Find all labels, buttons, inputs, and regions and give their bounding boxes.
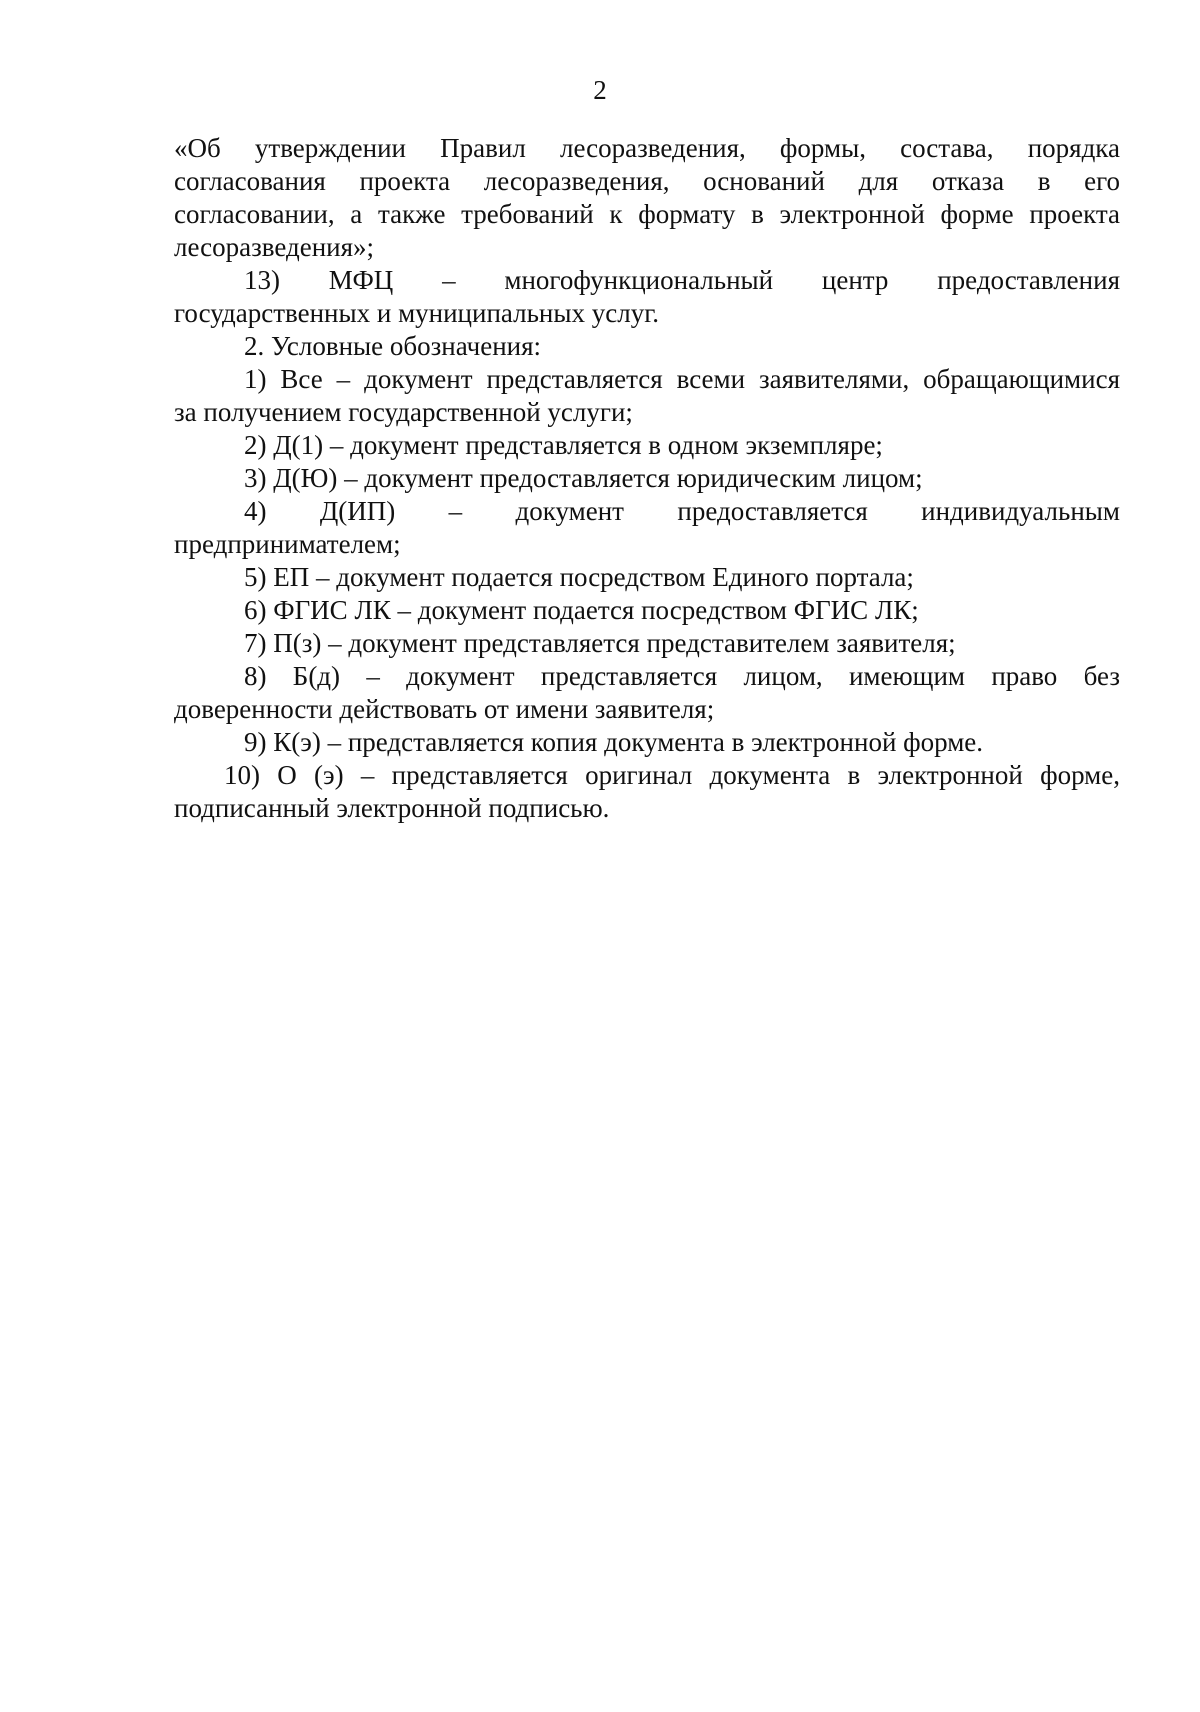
text-line-14: 5) ЕП – документ подается посредством Единого портала; xyxy=(244,562,914,592)
text-line-3: согласовании, а также требований к формату в электронной форме проекта xyxy=(174,199,1120,229)
text-line-21: подписанный электронной подписью. xyxy=(174,793,610,823)
text-line-10: 2) Д(1) – документ представляется в одном экземпляре; xyxy=(244,430,883,460)
text-line-15: 6) ФГИС ЛК – документ подается посредством ФГИС ЛК; xyxy=(244,595,919,625)
text-line-18: доверенности действовать от имени заявителя; xyxy=(174,694,715,724)
text-line-7: 2. Условные обозначения: xyxy=(244,331,542,361)
text-line-4: лесоразведения»; xyxy=(174,232,375,262)
text-line-8: 1) Все – документ представляется всеми заявителями, обращающимися xyxy=(244,364,1120,394)
text-line-1: «Об утверждении Правил лесоразведения, формы, состава, порядка xyxy=(174,133,1120,163)
text-line-17: 8) Б(д) – документ представляется лицом, имеющим право без xyxy=(244,661,1120,691)
text-line-5: 13) МФЦ – многофункциональный центр предоставления xyxy=(244,265,1120,295)
text-line-12: 4) Д(ИП) – документ предоставляется индивидуальным xyxy=(244,496,1120,526)
text-line-6: государственных и муниципальных услуг. xyxy=(174,298,659,328)
text-line-20: 10) О (э) – представляется оригинал документа в электронной форме, xyxy=(224,760,1120,790)
text-line-19: 9) К(э) – представляется копия документа в электронной форме. xyxy=(244,727,984,757)
text-line-16: 7) П(з) – документ представляется представителем заявителя; xyxy=(244,628,956,658)
text-line-9: за получением государственной услуги; xyxy=(174,397,633,427)
text-line-2: согласования проекта лесоразведения, оснований для отказа в его xyxy=(174,166,1120,196)
text-line-13: предпринимателем; xyxy=(174,529,401,559)
document-body xyxy=(174,132,1120,825)
page-number: 2 xyxy=(593,75,607,105)
text-line-11: 3) Д(Ю) – документ предоставляется юридическим лицом; xyxy=(244,463,923,493)
